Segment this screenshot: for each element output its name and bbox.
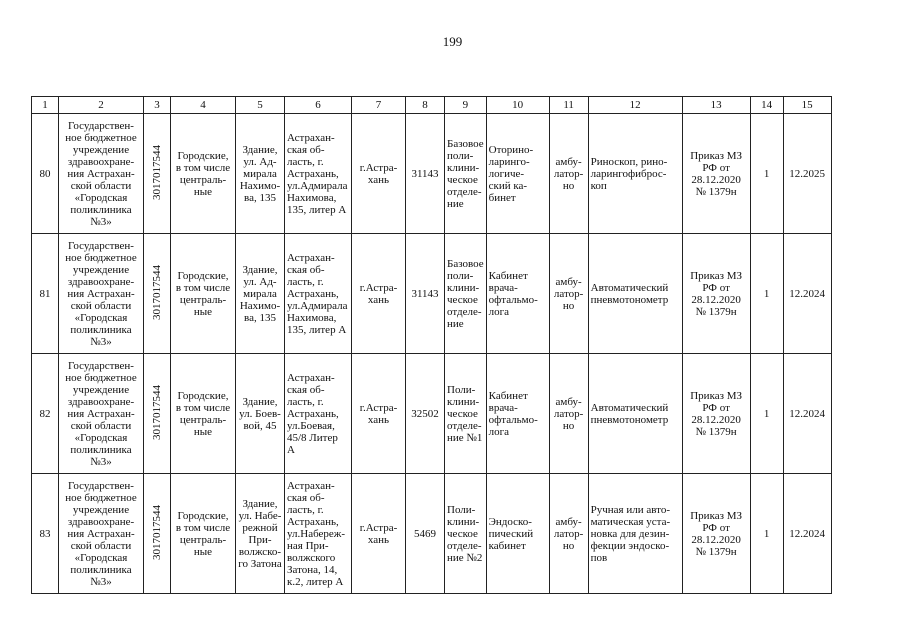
column-header: 1 [32, 97, 59, 114]
city-cell: г.Астра- хань [352, 234, 406, 354]
quantity-cell: 1 [750, 354, 783, 474]
address-cell: Астрахан- ская об- ласть, г. Астрахань, ул.Боевая, 45/8 Литер А [285, 354, 352, 474]
column-header: 11 [549, 97, 588, 114]
code-cell: 31143 [406, 234, 445, 354]
date-cell: 12.2024 [783, 354, 831, 474]
table-row [32, 354, 832, 474]
city-cell: г.Астра- хань [352, 114, 406, 234]
inn-cell [144, 354, 171, 474]
care-type-cell: амбу- латор- но [549, 234, 588, 354]
inn-text: 3017017544 [151, 384, 163, 440]
table-header-row [32, 97, 832, 114]
building-cell: Здание, ул. Набе- режной При- волжско- го Затона [236, 474, 285, 594]
city-cell: г.Астра- хань [352, 474, 406, 594]
column-header: 15 [783, 97, 831, 114]
order-cell: Приказ МЗ РФ от 28.12.2020 № 1379н [682, 114, 750, 234]
column-header: 3 [144, 97, 171, 114]
address-cell: Астрахан- ская об- ласть, г. Астрахань, ул.Адмирала Нахимова, 135, литер А [285, 114, 352, 234]
address-cell: Астрахан- ская об- ласть, г. Астрахань, ул.Набереж- ная При- волжского Затона, 14, к.2, литер А [285, 474, 352, 594]
organization-cell: Государствен- ное бюджетное учреждение здравоохране- ния Астрахан- ской области «Городская поликлиника №3» [59, 474, 144, 594]
date-cell: 12.2024 [783, 234, 831, 354]
row-number-cell: 83 [32, 474, 59, 594]
table-row [32, 474, 832, 594]
code-cell: 32502 [406, 354, 445, 474]
order-cell: Приказ МЗ РФ от 28.12.2020 № 1379н [682, 474, 750, 594]
inn-text: 3017017544 [151, 144, 163, 200]
page-number: 199 [442, 34, 463, 49]
inn-cell [144, 474, 171, 594]
order-cell: Приказ МЗ РФ от 28.12.2020 № 1379н [682, 234, 750, 354]
inn-cell [144, 114, 171, 234]
inn-cell [144, 234, 171, 354]
column-header: 14 [750, 97, 783, 114]
care-type-cell: амбу- латор- но [549, 354, 588, 474]
cabinet-cell: Эндоско- пический кабинет [486, 474, 549, 594]
organization-cell: Государствен- ное бюджетное учреждение здравоохране- ния Астрахан- ской области «Городская поликлиника №3» [59, 234, 144, 354]
equipment-cell: Автоматический пневмотонометр [588, 354, 682, 474]
cabinet-cell: Кабинет врача- офтальмо- лога [486, 234, 549, 354]
settlement-type-cell: Городские, в том числе централь- ные [171, 234, 236, 354]
column-header: 6 [285, 97, 352, 114]
table-row [32, 234, 832, 354]
code-cell: 5469 [406, 474, 445, 594]
care-type-cell: амбу- латор- но [549, 474, 588, 594]
quantity-cell: 1 [750, 234, 783, 354]
city-cell: г.Астра- хань [352, 354, 406, 474]
address-cell: Астрахан- ская об- ласть, г. Астрахань, ул.Адмирала Нахимова, 135, литер А [285, 234, 352, 354]
row-number-cell: 82 [32, 354, 59, 474]
organization-cell: Государствен- ное бюджетное учреждение здравоохране- ния Астрахан- ской области «Городская поликлиника №3» [59, 114, 144, 234]
column-header: 10 [486, 97, 549, 114]
column-header: 4 [171, 97, 236, 114]
equipment-table [31, 96, 832, 594]
code-cell: 31143 [406, 114, 445, 234]
row-number-cell: 80 [32, 114, 59, 234]
building-cell: Здание, ул. Ад- мирала Нахимо- ва, 135 [236, 234, 285, 354]
cabinet-cell: Оторино- ларинго- логиче- ский ка- бинет [486, 114, 549, 234]
date-cell: 12.2025 [783, 114, 831, 234]
quantity-cell: 1 [750, 474, 783, 594]
settlement-type-cell: Городские, в том числе централь- ные [171, 114, 236, 234]
column-header: 9 [445, 97, 487, 114]
division-cell: Поли- клини- ческое отделе- ние №1 [445, 354, 487, 474]
row-number-cell: 81 [32, 234, 59, 354]
division-cell: Базовое поли- клини- ческое отделе- ние [445, 114, 487, 234]
date-cell: 12.2024 [783, 474, 831, 594]
cabinet-cell: Кабинет врача- офтальмо- лога [486, 354, 549, 474]
division-cell: Базовое поли- клини- ческое отделе- ние [445, 234, 487, 354]
building-cell: Здание, ул. Ад- мирала Нахимо- ва, 135 [236, 114, 285, 234]
division-cell: Поли- клини- ческое отделе- ние №2 [445, 474, 487, 594]
column-header: 12 [588, 97, 682, 114]
equipment-cell: Риноскоп, рино- ларингофиброс- коп [588, 114, 682, 234]
building-cell: Здание, ул. Боев- вой, 45 [236, 354, 285, 474]
care-type-cell: амбу- латор- но [549, 114, 588, 234]
order-cell: Приказ МЗ РФ от 28.12.2020 № 1379н [682, 354, 750, 474]
settlement-type-cell: Городские, в том числе централь- ные [171, 354, 236, 474]
equipment-cell: Автоматический пневмотонометр [588, 234, 682, 354]
column-header: 13 [682, 97, 750, 114]
equipment-cell: Ручная или авто- матическая уста- новка для дезин- фекции эндоско- пов [588, 474, 682, 594]
column-header: 7 [352, 97, 406, 114]
settlement-type-cell: Городские, в том числе централь- ные [171, 474, 236, 594]
table-row [32, 114, 832, 234]
column-header: 8 [406, 97, 445, 114]
inn-text: 3017017544 [151, 264, 163, 320]
column-header: 2 [59, 97, 144, 114]
organization-cell: Государствен- ное бюджетное учреждение здравоохране- ния Астрахан- ской области «Городская поликлиника №3» [59, 354, 144, 474]
quantity-cell: 1 [750, 114, 783, 234]
column-header: 5 [236, 97, 285, 114]
inn-text: 3017017544 [151, 504, 163, 560]
